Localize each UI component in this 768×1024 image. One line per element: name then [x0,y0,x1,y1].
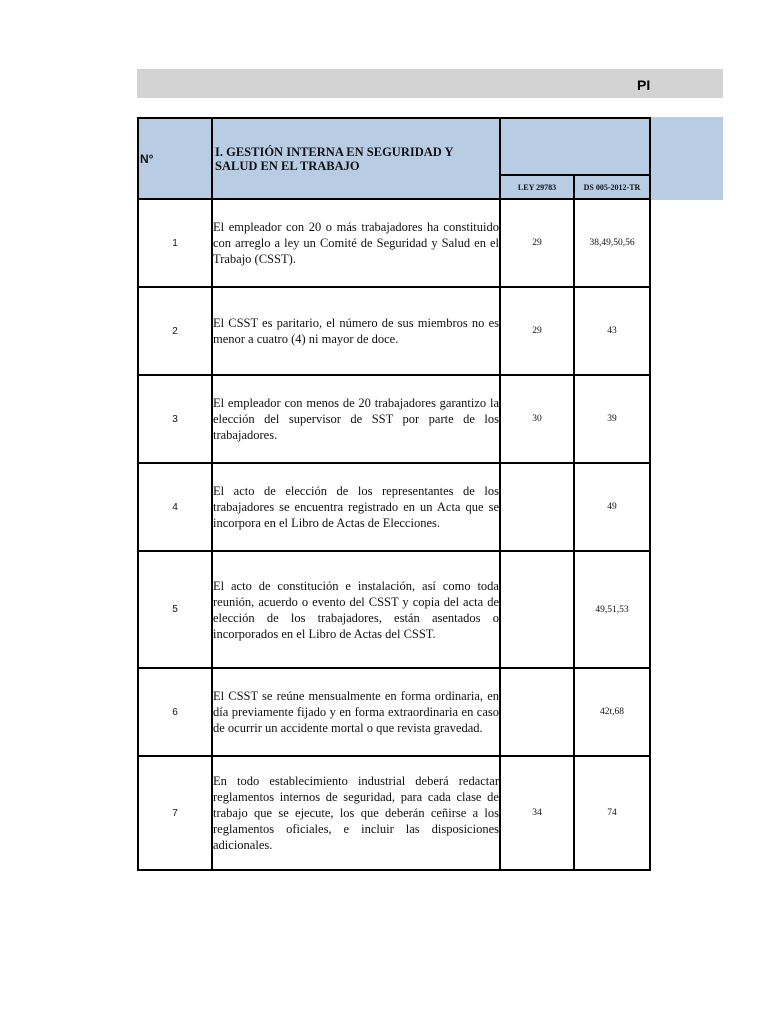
row-number: 2 [138,287,212,375]
row-ds: 49 [574,463,650,551]
header-ds: DS 005-2012-TR [574,175,650,199]
row-ley: 30 [500,375,574,463]
row-ds: 74 [574,756,650,870]
row-number: 5 [138,551,212,668]
row-ds: 43 [574,287,650,375]
row-ley [500,463,574,551]
row-number: 3 [138,375,212,463]
header-title: PI [637,77,651,93]
header-section-title: I. GESTIÓN INTERNA EN SEGURIDAD Y SALUD EN EL TRABAJO [212,118,500,199]
row-number: 4 [138,463,212,551]
row-description: El empleador con 20 o más trabajadores ha constituido con arreglo a ley un Comité de Seguridad y Salud en el Trabajo (CSST). [212,199,500,287]
row-description: El CSST es paritario, el número de sus miembros no es menor a cuatro (4) ni mayor de doce. [212,287,500,375]
row-ley [500,551,574,668]
row-number: 1 [138,199,212,287]
row-description: El acto de elección de los representantes de los trabajadores se encuentra registrado en un Acta que se incorpora en el Libro de Actas de Elecciones. [212,463,500,551]
header-bar [137,69,723,98]
row-description: El CSST se reúne mensualmente en forma ordinaria, en día previamente fijado y en forma extraordinaria en caso de ocurrir un accidente mortal o que revista gravedad. [212,668,500,756]
header-blue-fill [648,117,723,200]
header-number: N° [138,118,212,199]
row-ley: 29 [500,199,574,287]
row-ley: 29 [500,287,574,375]
row-number: 6 [138,668,212,756]
table-row [138,551,650,668]
checklist-table [137,117,651,871]
row-ds: 38,49,50,56 [574,199,650,287]
row-ds: 49,51,53 [574,551,650,668]
header-references [500,118,650,175]
row-ley [500,668,574,756]
table-row [138,756,650,870]
table-row [138,463,650,551]
table-row [138,375,650,463]
table-row [138,199,650,287]
header-ley: LEY 29783 [500,175,574,199]
table-row [138,287,650,375]
row-ds: 39 [574,375,650,463]
row-description: El acto de constitución e instalación, así como toda reunión, acuerdo o evento del CSST y copia del acta de elección de los trabajadores, están asentados o incorporados en el Libro de Actas del CSST. [212,551,500,668]
row-description: En todo establecimiento industrial deberá redactar reglamentos internos de seguridad, para cada clase de trabajo que se ejecute, los que deberán ceñirse a los reglamentos oficiales, e incluir las disposiciones adicionales. [212,756,500,870]
row-description: El empleador con menos de 20 trabajadores garantizo la elección del supervisor de SST por parte de los trabajadores. [212,375,500,463]
row-number: 7 [138,756,212,870]
table-row [138,668,650,756]
row-ds: 42t,68 [574,668,650,756]
row-ley: 34 [500,756,574,870]
